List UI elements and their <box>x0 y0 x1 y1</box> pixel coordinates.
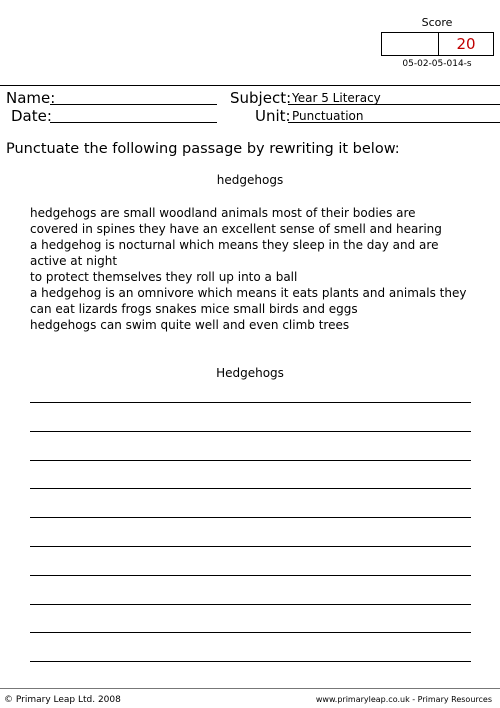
writing-line[interactable] <box>30 604 471 605</box>
passage-line: active at night <box>30 254 118 268</box>
writing-line[interactable] <box>30 661 471 662</box>
passage-line: to protect themselves they roll up into a ball <box>30 270 298 284</box>
footer-link[interactable]: www.primaryleap.co.uk - Primary Resources <box>315 695 492 704</box>
writing-line[interactable] <box>30 402 471 403</box>
name-label: Name: <box>6 89 56 107</box>
writing-line[interactable] <box>30 460 471 461</box>
worksheet-code: 05-02-05-014-s <box>402 59 472 69</box>
writing-line[interactable] <box>30 575 471 576</box>
footer-divider <box>0 688 500 689</box>
writing-line[interactable] <box>30 517 471 518</box>
unit-value: Punctuation <box>292 109 364 123</box>
date-field[interactable] <box>50 106 217 123</box>
subject-field[interactable] <box>288 88 500 105</box>
passage-line: hedgehogs are small woodland animals most of their bodies are <box>30 206 416 220</box>
score-label: Score <box>421 16 453 29</box>
passage-line: a hedgehog is an omnivore which means it eats plants and animals they <box>30 286 467 300</box>
passage-line: hedgehogs can swim quite well and even climb trees <box>30 318 350 332</box>
passage-line: a hedgehog is nocturnal which means they sleep in the day and are <box>30 238 439 252</box>
copyright-text: © Primary Leap Ltd. 2008 <box>4 695 121 705</box>
subject-value: Year 5 Literacy <box>292 91 381 105</box>
unit-label: Unit: <box>255 107 291 125</box>
unit-field[interactable] <box>288 106 500 123</box>
passage-text <box>30 205 480 333</box>
subject-label: Subject: <box>230 89 292 107</box>
date-label: Date: <box>11 107 52 125</box>
writing-line[interactable] <box>30 431 471 432</box>
score-value: 20 <box>456 35 476 53</box>
answer-title: Hedgehogs <box>216 366 284 380</box>
header-divider <box>0 85 500 86</box>
passage-line: covered in spines they have an excellent sense of smell and hearing <box>30 222 442 236</box>
score-box <box>381 32 494 56</box>
instruction-text: Punctuate the following passage by rewriting it below: <box>6 141 400 157</box>
writing-line[interactable] <box>30 546 471 547</box>
writing-line[interactable] <box>30 632 471 633</box>
name-field[interactable] <box>50 88 217 105</box>
writing-line[interactable] <box>30 488 471 489</box>
passage-title: hedgehogs <box>216 173 284 187</box>
passage-line: can eat lizards frogs snakes mice small birds and eggs <box>30 302 358 316</box>
